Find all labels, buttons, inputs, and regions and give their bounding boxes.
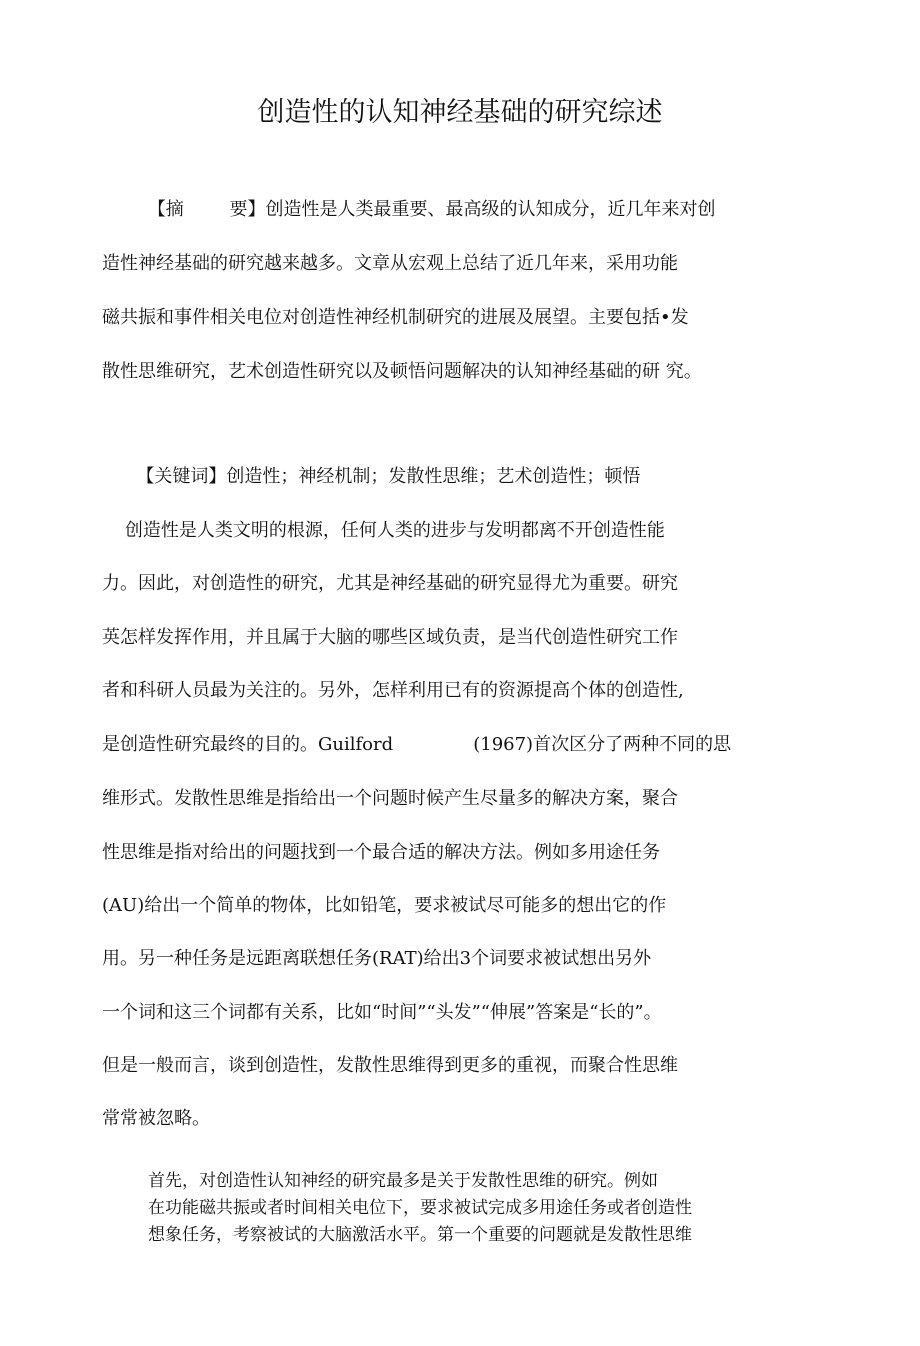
body-line: 用。另一种任务是远距离联想任务(RAT)给出3个词要求被试想出另外: [102, 948, 652, 969]
body-line: 常常被忽略。: [102, 1108, 210, 1129]
body-line: (AU)给出一个简单的物体，比如铅笔，要求被试尽可能多的想出它的作: [102, 895, 667, 916]
abstract-line: 造性神经基础的研究越来越多。文章从宏观上总结了近几年来，采用功能: [102, 253, 678, 274]
abstract-line: 【摘 要】创造性是人类最重要、最高级的认知成分，近几年来对创: [102, 199, 716, 220]
body-line: 英怎样发挥作用，并且属于大脑的哪些区域负责，是当代创造性研究工作: [102, 627, 678, 648]
body-line: 在功能磁共振或者时间相关电位下，要求被试完成多用途任务或者创造性: [148, 1198, 692, 1218]
body-line: 一个词和这三个词都有关系，比如“时间”“头发”“伸展”答案是“长的”。: [102, 1002, 662, 1023]
abstract-line: 散性思维研究，艺术创造性研究以及顿悟问题解决的认知神经基础的研 究。: [102, 361, 702, 382]
abstract-line: 磁共振和事件相关电位对创造性神经机制研究的进展及展望。主要包括•发: [102, 307, 689, 328]
body-line: 维形式。发散性思维是指给出一个问题时候产生尽量多的解决方案，聚合: [102, 788, 678, 809]
body-line: 性思维是指对给出的问题找到一个最合适的解决方法。例如多用途任务: [102, 842, 660, 863]
keywords: 【关键词】创造性；神经机制；发散性思维；艺术创造性；顿悟: [102, 466, 641, 487]
body-line: 力。因此，对创造性的研究，尤其是神经基础的研究显得尤为重要。研究: [102, 573, 678, 594]
body-line: 想象任务，考察被试的大脑激活水平。第一个重要的问题就是发散性思维: [148, 1225, 692, 1245]
document-title: 创造性的认知神经基础的研究综述: [257, 97, 663, 128]
body-line: 者和科研人员最为关注的。另外，怎样利用已有的资源提高个体的创造性,: [102, 680, 684, 701]
body-line: 是创造性研究最终的目的。Guilford (1967)首次区分了两种不同的思: [102, 734, 732, 755]
body-line: 但是一般而言，谈到创造性，发散性思维得到更多的重视，而聚合性思维: [102, 1055, 678, 1076]
body-line: 首先，对创造性认知神经的研究最多是关于发散性思维的研究。例如: [148, 1171, 658, 1191]
body-line: 创造性是人类文明的根源，任何人类的进步与发明都离不开创造性能: [102, 520, 665, 541]
